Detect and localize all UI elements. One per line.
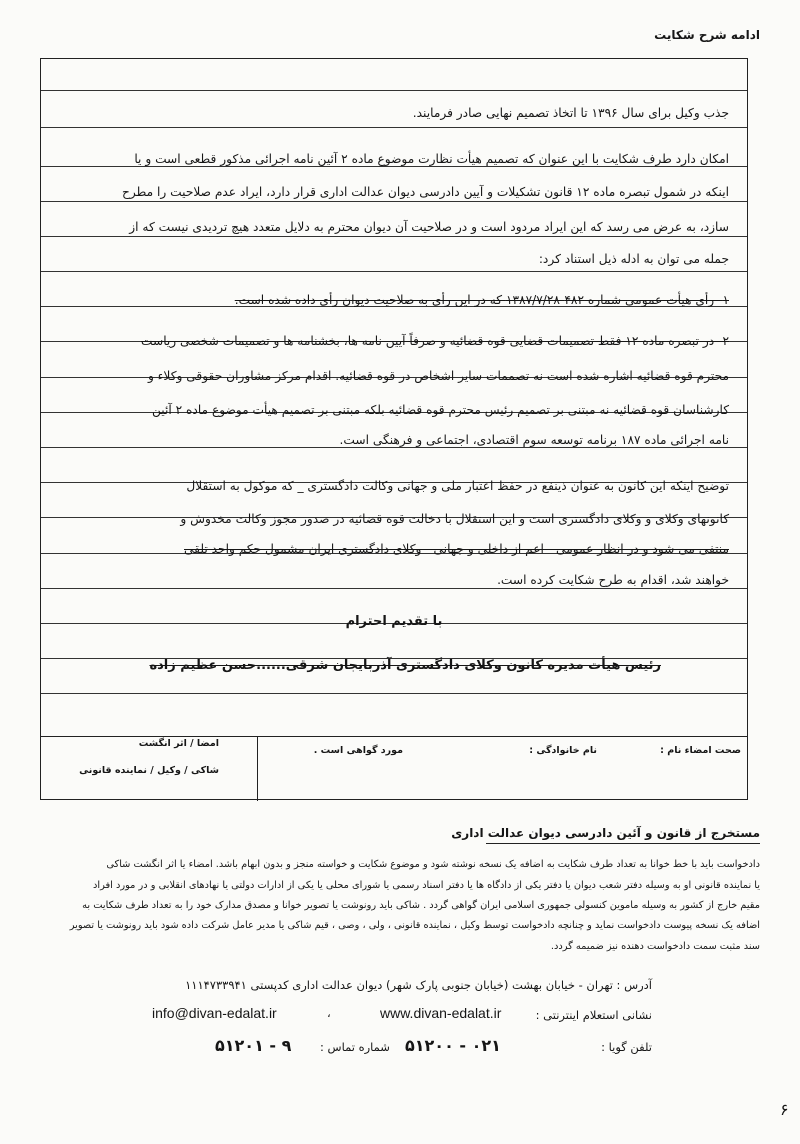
complaint-frame: [40, 58, 748, 800]
complaint-line: توضیح اینکه این کانون به عنوان ذینفع در حفظ اعتبار ملی و جهانی وکالت دادگستری _ که موکول به استقلال: [186, 479, 729, 493]
signature-line: رئیس هیأت مدیره کانون وکلای دادگستری آذربایجان شرقی......حسن عظیم زاده: [149, 658, 661, 673]
signature-row: [41, 736, 747, 801]
ruled-line: [41, 236, 747, 237]
law-note: سند مثبت سمت دادخواست دهنده نیز ضمیمه گردد.: [550, 941, 760, 952]
contact-number: ۹ - ۵۱۲۰۱: [215, 1036, 292, 1055]
ruled-line: [41, 201, 747, 202]
complaint-line: جذب وکیل برای سال ۱۳۹۶ تا اتخاذ تصمیم نهایی صادر فرمایند.: [412, 106, 729, 120]
complaint-line: ۲- در تبصره ماده ۱۲ فقط تصمیمات قضایی قوه قضائیه و صرفاً آیین نامه ها، بخشنامه ها و تصمیمات شخصی ریاست: [141, 334, 729, 348]
sign-label: امضا / اثر انگشت: [138, 738, 219, 749]
law-note: دادخواست باید با خط خوانا به تعداد طرف شکایت به اضافه یک نسخه نوشته شود و موضوع شکایت و خواسته منجز و بدون ابهام باشد. امضاء یا اثر انگشت شاکی: [106, 859, 760, 870]
contact-separator: ،: [327, 1006, 331, 1020]
complaint-line: محترم قوه قضائیه اشاره شده است نه تصممات سایر اشخاص در قوه قضائیه. اقدام مرکز مشاوران حقوقی وکلاء و: [147, 369, 729, 383]
phone-number: ۰۲۱ - ۵۱۲۰۰: [405, 1036, 501, 1055]
page-number: ۶: [780, 1100, 789, 1119]
complaint-line: امکان دارد طرف شکایت با این عنوان که تصمیم هیأت نظارت موضوع ماده ۲ آئین نامه اجرائی مذکور قطعی است و یا: [134, 152, 729, 166]
complaint-line: اینکه در شمول تبصره ماده ۱۲ قانون تشکیلات و آیین دادرسی دیوان عدالت اداری قرار دارد، ایراد عدم صلاحیت را مطرح: [122, 185, 729, 199]
website-link[interactable]: www.divan-edalat.ir: [380, 1005, 502, 1021]
ruled-line: [41, 271, 747, 272]
complaint-line: کارشناسان قوه قضائیه نه مبتنی بر تصمیم رئیس محترم قوه قضائیه بلکه مبتنی بر تصمیم هیأت موضوع ماده ۲ آئین: [151, 403, 729, 417]
complaint-line: کانونهای وکلای و وکلای دادگستری است و این استقلال با دخالت قوه قضائیه در صدور مجوز وکالت مخدوش و: [180, 512, 729, 526]
law-section-title: مستخرج از قانون و آئین دادرسی دیوان عدالت اداری: [451, 826, 760, 840]
email-link[interactable]: info@divan-edalat.ir: [152, 1005, 277, 1021]
continuation-title: ادامه شرح شکایت: [654, 28, 760, 42]
ruled-line: [41, 127, 747, 128]
name-label: صحت امضاء نام :: [660, 745, 741, 756]
phone-label: تلفن گویا :: [601, 1040, 652, 1054]
complaint-line: ۱- رأی هیأت عمومی شماره ۴۸۲-۱۳۸۷/۷/۲۸ که در این رأی به صلاحیت دیوان رأی داده شده است.: [234, 293, 729, 307]
complaint-line: سازد، به عرض می رسد که این ایراد مردود است و در صلاحیت آن دیوان محترم به دلایل متعدد هیچ تردیدی نیست که از: [129, 220, 729, 234]
family-label: نام خانوادگی :: [529, 745, 597, 756]
contact-label: شماره تماس :: [320, 1040, 390, 1054]
ruled-line: [41, 693, 747, 694]
complaint-line: خواهند شد، اقدام به طرح شکایت کرده است.: [497, 573, 729, 587]
law-note: مقیم خارج از کشور به وسیله ماموین کنسولی جمهوری اسلامی ایران گواهی گردد . شاکی باید رونوشت یا تصویر خوانا و مصدق مدارک خود را به تعداد طرف شکایت به: [82, 900, 760, 911]
complaint-line: جمله می توان به ادله ذیل استناد کرد:: [538, 252, 729, 266]
role-label: شاکی / وکیل / نماینده قانونی: [79, 765, 219, 776]
law-note: اضافه یک نسخه پیوست دادخواست نماید و چنانچه دادخواست توسط وکیل ، نماینده قانونی ، ولی ، وصی ، قیم شاکی یا مدیر عامل شرکت داده شود باید رونوشت یا تصویر: [69, 920, 760, 931]
row-divider: [257, 737, 258, 801]
salutation: با تقدیم احترام: [345, 614, 443, 629]
ruled-line: [41, 90, 747, 91]
inquiry-label: نشانی استعلام اینترنتی :: [535, 1008, 652, 1022]
title-underline: [486, 843, 760, 844]
law-note: یا نماینده قانونی او به وسیله دفتر شعب دیوان یا دفتر یکی از دادگاه ها یا دفتر اسناد رسمی یا شورای محلی یا یکی از ادارات دولتی یا نهادهای انقلابی و در مورد افراد: [92, 880, 760, 891]
complaint-line: منتفی می شود و در انظار عمومی - اعم از داخلی و جهانی - وکلای دادگستری ایران مشمول حکم واحد تلقی: [184, 542, 729, 556]
address-line: آدرس : تهران - خیابان بهشت (خیابان جنوبی پارک شهر) دیوان عدالت اداری کدپستی ۱۱۱۴۷۳۳۹۴۱: [185, 978, 652, 992]
complaint-line: نامه اجرائی ماده ۱۸۷ برنامه توسعه سوم اقتصادی، اجتماعی و فرهنگی است.: [339, 433, 729, 447]
witness-label: مورد گواهی است .: [313, 745, 403, 756]
